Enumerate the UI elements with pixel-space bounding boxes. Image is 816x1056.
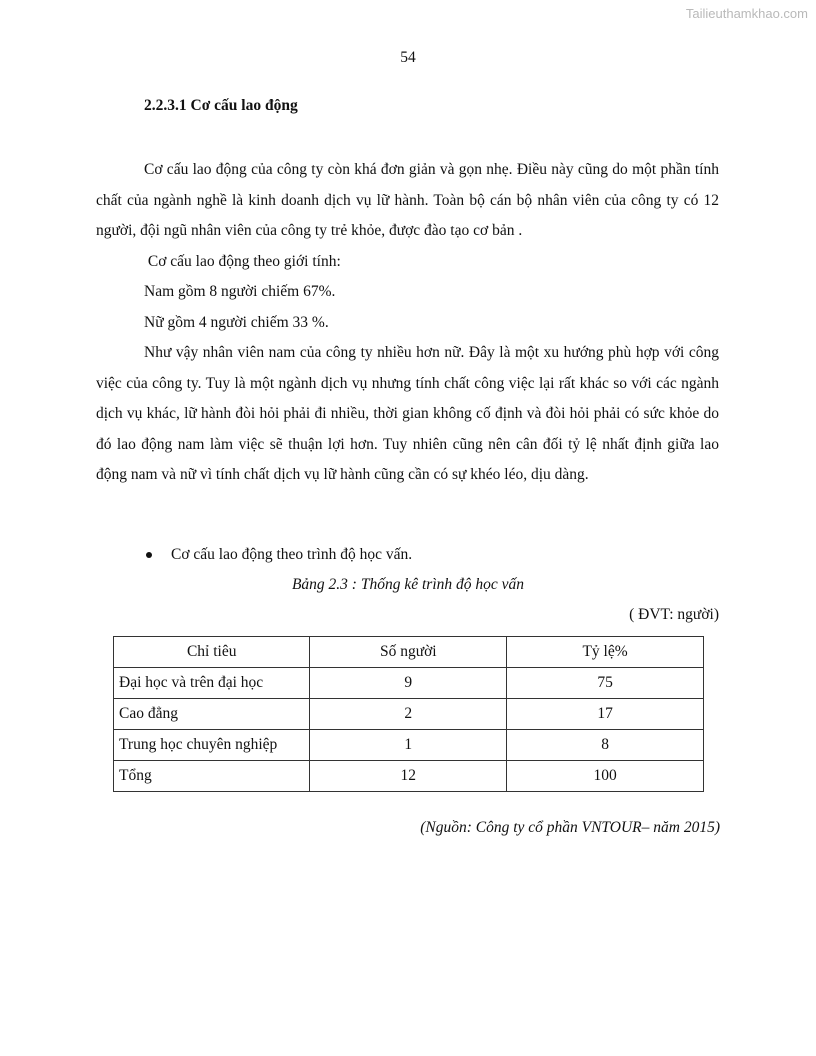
table-header-row (114, 637, 704, 668)
page-number: 54 (400, 49, 416, 66)
analysis-paragraph: Như vậy nhân viên nam của công ty nhiều hơn nữ. Đây là một xu hướng phù hợp với công việc của công ty. Tuy là một ngành dịch vụ nhưng tính chất công việc lại rất khác so với các ngành dịch vụ khác, lữ hành đòi hỏi phải đi nhiều, thời gian không cố định và đòi hỏi phải có sức khỏe do đó lao động nam làm việc sẽ thuận lợi hơn. Tuy nhiên cũng nên cân đối tỷ lệ nhất định giữa lao động nam và nữ vì tính chất dịch vụ lữ hành cũng cần có sự khéo léo, dịu dàng. (96, 344, 719, 483)
watermark-text: Tailieuthamkhao.com (685, 6, 808, 21)
row-label: Tổng (114, 761, 310, 792)
education-stats-table (113, 636, 704, 792)
row-percent: 100 (507, 761, 704, 792)
row-count: 1 (310, 730, 507, 761)
row-label: Cao đẳng (114, 699, 310, 730)
female-line: Nữ gồm 4 người chiếm 33 %. (144, 313, 329, 331)
source-note: (Nguồn: Công ty cổ phần VNTOUR– năm 2015) (420, 819, 720, 836)
table-unit: ( ĐVT: người) (629, 606, 719, 623)
male-line: Nam gồm 8 người chiếm 67%. (144, 283, 336, 300)
row-percent: 17 (507, 699, 704, 730)
row-count: 2 (310, 699, 507, 730)
body-text (96, 155, 719, 491)
gender-heading: Cơ cấu lao động theo giới tính: (144, 252, 341, 270)
bullet-list-item (144, 546, 412, 564)
section-heading: 2.2.3.1 Cơ cấu lao động (144, 97, 298, 114)
table-total-row (114, 761, 704, 792)
header-count: Số người (310, 637, 507, 668)
row-label: Đại học và trên đại học (114, 668, 310, 699)
header-criteria: Chỉ tiêu (114, 637, 310, 668)
table-row (114, 699, 704, 730)
bullet-item-text: Cơ cấu lao động theo trình độ học vấn. (171, 546, 413, 563)
table-row (114, 730, 704, 761)
row-count: 12 (310, 761, 507, 792)
row-percent: 8 (507, 730, 704, 761)
row-percent: 75 (507, 668, 704, 699)
header-percent: Tỷ lệ% (507, 637, 704, 668)
row-count: 9 (310, 668, 507, 699)
bullet-icon (146, 552, 152, 558)
intro-paragraph: Cơ cấu lao động của công ty còn khá đơn giản và gọn nhẹ. Điều này cũng do một phần tính chất của ngành nghề là kinh doanh dịch vụ lữ hành. Toàn bộ cán bộ nhân viên của công ty có 12 người, đội ngũ nhân viên của công ty trẻ khỏe, được đào tạo cơ bản . (96, 161, 719, 239)
table-row (114, 668, 704, 699)
row-label: Trung học chuyên nghiệp (114, 730, 310, 761)
table-caption: Bảng 2.3 : Thống kê trình độ học vấn (291, 576, 525, 593)
